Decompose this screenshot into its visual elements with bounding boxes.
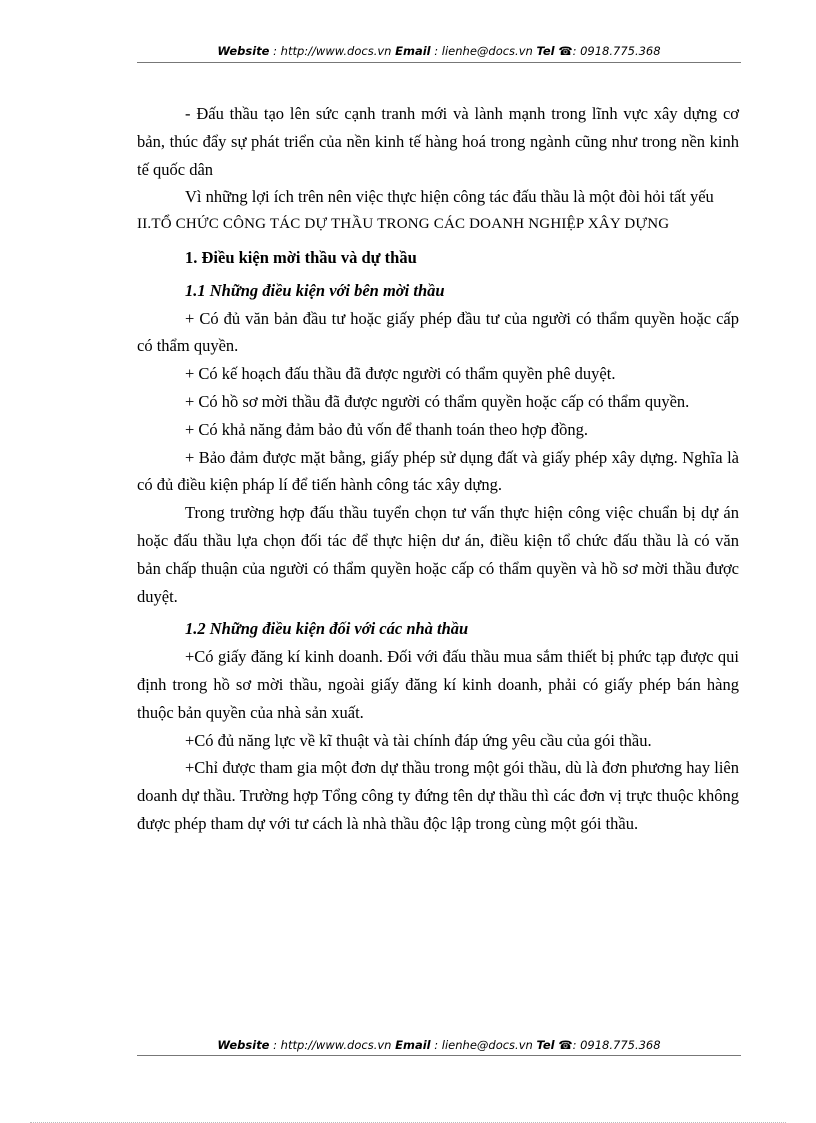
email-value: : lienhe@docs.vn <box>434 44 533 58</box>
list-item: +Có đủ năng lực về kĩ thuật và tài chính đáp ứng yêu cầu của gói thầu. <box>185 730 652 750</box>
heading-1: 1. Điều kiện mời thầu và dự thầu <box>185 247 417 267</box>
website-value: : http://www.docs.vn <box>273 1038 392 1052</box>
tel-value: : 0918.775.368 <box>572 44 661 58</box>
list-item: + Có kế hoạch đấu thầu đã được người có thẩm quyền phê duyệt. <box>185 364 616 384</box>
email-value: : lienhe@docs.vn <box>434 1038 533 1052</box>
header-rule <box>137 62 741 63</box>
list-item: + Bảo đảm được mặt bằng, giấy phép sử dụng đất và giấy phép xây dựng. Nghĩa là có đủ điều kiện pháp lí để tiến hành công tác xây dựng. <box>137 447 739 495</box>
paragraph: Trong trường hợp đấu thầu tuyển chọn tư vấn thực hiện công việc chuẩn bị dự án hoặc đấu thầu lựa chọn đối tác để thực hiện dư án, điều kiện tổ chức đấu thầu là có văn bản chấp thuận của người có thẩm quyền hoặc cấp có thẩm quyền và hồ sơ mời thầu được duyệt. <box>137 503 739 606</box>
tel-label: Tel <box>536 1038 555 1052</box>
website-label: Website <box>217 1038 270 1052</box>
paragraph: Vì những lợi ích trên nên việc thực hiện công tác đấu thầu là một đòi hỏi tất yếu <box>185 187 714 207</box>
list-item: + Có đủ văn bản đầu tư hoặc giấy phép đầu tư của người có thẩm quyền hoặc cấp có thẩm quyền. <box>137 308 739 356</box>
tel-label: Tel <box>536 44 555 58</box>
page-header <box>137 44 741 58</box>
page-footer <box>137 1038 741 1052</box>
list-item: + Có khả năng đảm bảo đủ vốn để thanh toán theo hợp đồng. <box>185 419 588 439</box>
section-heading: II.TỔ CHỨC CÔNG TÁC DỰ THẦU TRONG CÁC DOANH NGHIỆP XÂY DỰNG <box>137 216 670 233</box>
heading-1-1: 1.1 Những điều kiện với bên mời thầu <box>185 280 445 300</box>
telephone-icon: ☎ <box>558 1038 573 1052</box>
heading-1-2: 1.2 Những điều kiện đối với các nhà thầu <box>185 619 469 639</box>
tel-value: : 0918.775.368 <box>572 1038 661 1052</box>
website-value: : http://www.docs.vn <box>273 44 392 58</box>
email-label: Email <box>395 1038 431 1052</box>
website-label: Website <box>217 44 270 58</box>
footer-rule <box>137 1055 741 1056</box>
paragraph: - Đấu thầu tạo lên sức cạnh tranh mới và lành mạnh trong lĩnh vực xây dựng cơ bản, thúc đẩy sự phát triển của nền kinh tế hàng hoá trong ngành cũng như trong nền kinh tế quốc dân <box>137 104 739 179</box>
document-body <box>137 100 739 838</box>
email-label: Email <box>395 44 431 58</box>
list-item: +Có giấy đăng kí kinh doanh. Đối với đấu thầu mua sắm thiết bị phức tạp được qui định trong hồ sơ mời thầu, ngoài giấy đăng kí kinh doanh, phải có giấy phép bán hàng thuộc bản quyền của nhà sản xuất. <box>137 647 739 722</box>
telephone-icon: ☎ <box>558 44 573 58</box>
list-item: +Chỉ được tham gia một đơn dự thầu trong một gói thầu, dù là đơn phương hay liên doanh dự thầu. Trường hợp Tổng công ty đứng tên dự thầu thì các đơn vị trực thuộc không được phép tham dự với tư cách là nhà thầu độc lập trong cùng một gói thầu. <box>137 758 739 833</box>
list-item: + Có hồ sơ mời thầu đã được người có thẩm quyền hoặc cấp có thẩm quyền. <box>185 391 690 411</box>
